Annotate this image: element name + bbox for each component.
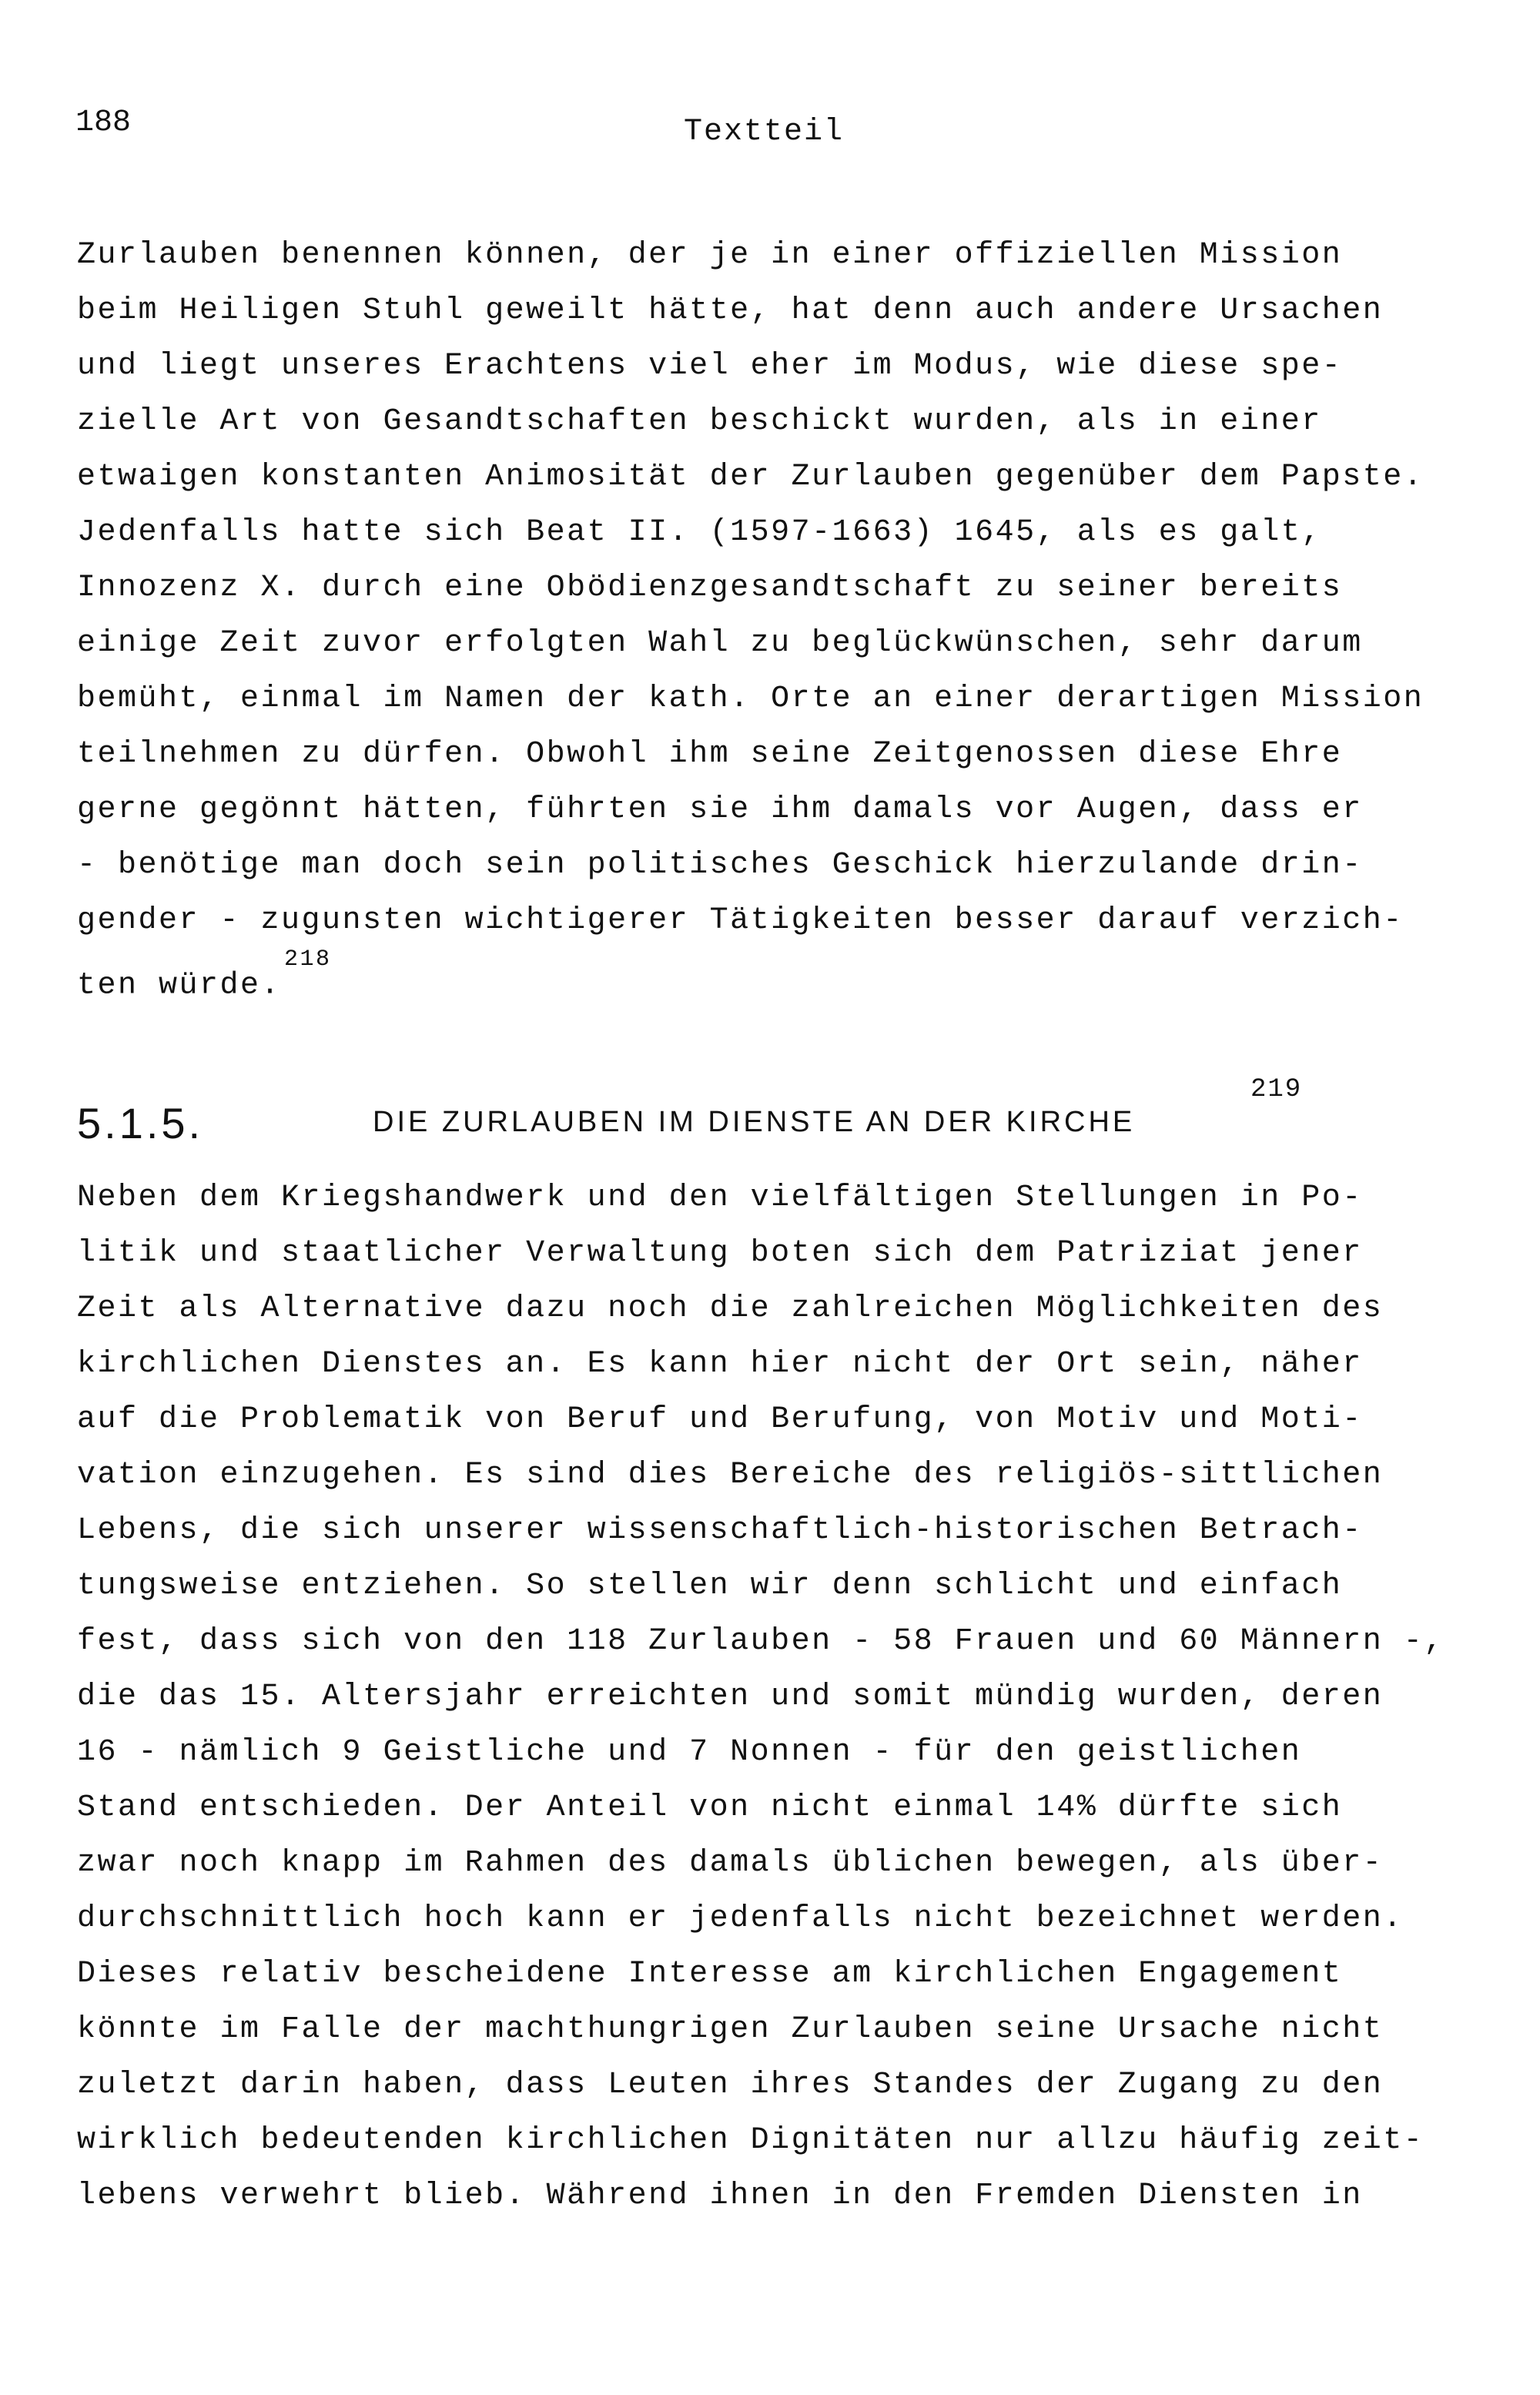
text-line: Lebens, die sich unserer wissenschaftlich-historischen Betrach-	[77, 1513, 1363, 1548]
text-line: gerne gegönnt hätten, führten sie ihm damals vor Augen, dass er	[77, 792, 1363, 827]
text-line: fest, dass sich von den 118 Zurlauben - 58 Frauen und 60 Männern -,	[77, 1624, 1445, 1659]
text-line: wirklich bedeutenden kirchlichen Dignitäten nur allzu häufig zeit-	[77, 2123, 1424, 2158]
text-line-content: ten würde.	[77, 968, 282, 1003]
text-line: lebens verwehrt blieb. Während ihnen in den Fremden Diensten in	[77, 2179, 1363, 2213]
text-line: durchschnittlich hoch kann er jedenfalls nicht bezeichnet werden.	[77, 1901, 1404, 1936]
text-line: vation einzugehen. Es sind dies Bereiche des religiös-sittlichen	[77, 1458, 1384, 1492]
section-heading	[77, 1075, 1386, 1147]
running-head: Textteil	[684, 115, 845, 149]
paragraph-2	[77, 1171, 1509, 2224]
text-line: einige Zeit zuvor erfolgten Wahl zu beglückwünschen, sehr darum	[77, 626, 1363, 661]
paragraph-1	[77, 228, 1509, 1004]
text-line: zielle Art von Gesandtschaften beschickt wurden, als in einer	[77, 404, 1322, 439]
text-line: Stand entschieden. Der Anteil von nicht einmal 14% dürfte sich	[77, 1790, 1343, 1825]
text-line-last	[77, 946, 1509, 1004]
page-number: 188	[75, 106, 132, 140]
text-line: Zurlauben benennen können, der je in einer offiziellen Mission	[77, 238, 1343, 273]
text-line: kirchlichen Dienstes an. Es kann hier nicht der Ort sein, näher	[77, 1347, 1363, 1382]
text-line: tungsweise entziehen. So stellen wir denn schlicht und einfach	[77, 1569, 1343, 1603]
text-line: beim Heiligen Stuhl geweilt hätte, hat denn auch andere Ursachen	[77, 293, 1384, 328]
text-line: Innozenz X. durch eine Obödienzgesandtschaft zu seiner bereits	[77, 571, 1343, 605]
text-line: Dieses relativ bescheidene Interesse am kirchlichen Engagement	[77, 1957, 1343, 1991]
text-line: Neben dem Kriegshandwerk und den vielfältigen Stellungen in Po-	[77, 1181, 1363, 1215]
text-line: 16 - nämlich 9 Geistliche und 7 Nonnen - für den geistlichen	[77, 1735, 1302, 1770]
text-line: bemüht, einmal im Namen der kath. Orte an einer derartigen Mission	[77, 682, 1424, 716]
text-line: - benötige man doch sein politisches Geschick hierzulande drin-	[77, 848, 1363, 883]
text-line: Jedenfalls hatte sich Beat II. (1597-1663) 1645, als es galt,	[77, 515, 1322, 550]
footnote-ref-218[interactable]: 218	[284, 946, 332, 973]
text-line: gender - zugunsten wichtigerer Tätigkeiten besser darauf verzich-	[77, 903, 1404, 938]
text-line: zuletzt darin haben, dass Leuten ihres Standes der Zugang zu den	[77, 2068, 1384, 2102]
text-line: könnte im Falle der machthungrigen Zurlauben seine Ursache nicht	[77, 2012, 1384, 2047]
text-line: auf die Problematik von Beruf und Berufung, von Motiv und Moti-	[77, 1402, 1363, 1437]
text-line: etwaigen konstanten Animosität der Zurlauben gegenüber dem Papste.	[77, 460, 1424, 494]
section-number: 5.1.5.	[77, 1099, 204, 1147]
text-line: und liegt unseres Erachtens viel eher im Modus, wie diese spe-	[77, 349, 1343, 384]
text-line: zwar noch knapp im Rahmen des damals üblichen bewegen, als über-	[77, 1846, 1384, 1881]
footnote-ref-219[interactable]: 219	[1250, 1075, 1303, 1104]
text-line: litik und staatlicher Verwaltung boten sich dem Patriziat jener	[77, 1236, 1363, 1271]
text-line: teilnehmen zu dürfen. Obwohl ihm seine Zeitgenossen diese Ehre	[77, 737, 1343, 772]
text-line: die das 15. Altersjahr erreichten und somit mündig wurden, deren	[77, 1680, 1384, 1714]
section-title: DIE ZURLAUBEN IM DIENSTE AN DER KIRCHE	[373, 1106, 1136, 1138]
text-line: Zeit als Alternative dazu noch die zahlreichen Möglichkeiten des	[77, 1291, 1384, 1326]
